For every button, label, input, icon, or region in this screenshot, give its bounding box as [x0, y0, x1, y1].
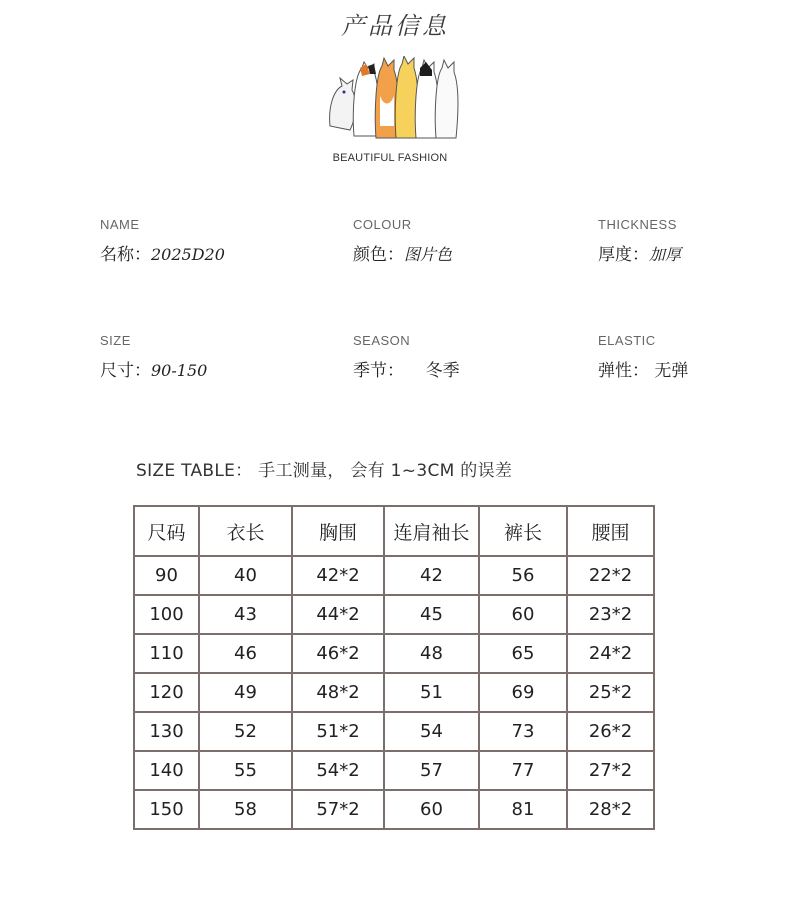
table-cell: 49 [199, 673, 292, 712]
field-size-en: SIZE [100, 333, 131, 348]
table-cell: 42 [384, 556, 479, 595]
table-cell: 57 [384, 751, 479, 790]
table-cell: 40 [199, 556, 292, 595]
field-colour-value: 图片色 [404, 245, 453, 264]
field-season-en: SEASON [353, 333, 411, 348]
field-colour [353, 217, 452, 265]
table-cell: 24*2 [567, 634, 654, 673]
field-size-label: 尺寸： [100, 361, 151, 381]
brand-logo [320, 56, 460, 168]
table-cell: 48 [384, 634, 479, 673]
table-cell: 81 [479, 790, 567, 829]
table-cell: 130 [134, 712, 199, 751]
table-cell: 77 [479, 751, 567, 790]
table-cell: 48*2 [292, 673, 384, 712]
table-cell: 140 [134, 751, 199, 790]
table-cell: 44*2 [292, 595, 384, 634]
table-row [134, 556, 654, 595]
cats-illustration [320, 56, 460, 152]
table-cell: 45 [384, 595, 479, 634]
size-table-caption: SIZE TABLE： 手工测量， 会有 1~3CM 的误差 [136, 461, 513, 481]
table-cell: 43 [199, 595, 292, 634]
table-cell: 25*2 [567, 673, 654, 712]
table-cell: 55 [199, 751, 292, 790]
field-thickness-value: 加厚 [649, 245, 682, 264]
field-name [100, 217, 225, 265]
field-name-en: NAME [100, 217, 140, 232]
table-header-row [134, 506, 654, 556]
table-header: 尺码 [134, 506, 199, 556]
field-elastic [598, 333, 688, 381]
table-cell: 58 [199, 790, 292, 829]
table-cell: 69 [479, 673, 567, 712]
table-cell: 23*2 [567, 595, 654, 634]
page-title: 产品信息 [341, 12, 449, 40]
table-row [134, 673, 654, 712]
table-cell: 28*2 [567, 790, 654, 829]
logo-text: BEAUTIFUL FASHION [332, 152, 448, 164]
table-header: 衣长 [199, 506, 292, 556]
field-elastic-label: 弹性： [598, 361, 649, 381]
size-table [133, 505, 655, 830]
table-cell: 51*2 [292, 712, 384, 751]
table-row [134, 790, 654, 829]
field-name-value: 2025D20 [151, 245, 225, 264]
table-cell: 54*2 [292, 751, 384, 790]
table-cell: 60 [479, 595, 567, 634]
field-season [353, 333, 460, 381]
table-cell: 120 [134, 673, 199, 712]
table-row [134, 634, 654, 673]
field-elastic-value: 无弹 [654, 361, 689, 381]
table-cell: 57*2 [292, 790, 384, 829]
table-header: 胸围 [292, 506, 384, 556]
table-cell: 22*2 [567, 556, 654, 595]
table-cell: 65 [479, 634, 567, 673]
table-cell: 100 [134, 595, 199, 634]
field-thickness-label: 厚度： [598, 245, 649, 265]
field-name-label: 名称： [100, 245, 151, 265]
table-cell: 46*2 [292, 634, 384, 673]
table-cell: 110 [134, 634, 199, 673]
field-thickness [598, 217, 681, 265]
field-colour-label: 颜色： [353, 245, 404, 265]
table-cell: 90 [134, 556, 199, 595]
field-colour-en: COLOUR [353, 217, 412, 232]
table-cell: 26*2 [567, 712, 654, 751]
field-elastic-en: ELASTIC [598, 333, 656, 348]
table-header: 腰围 [567, 506, 654, 556]
table-cell: 46 [199, 634, 292, 673]
table-cell: 52 [199, 712, 292, 751]
table-header: 裤长 [479, 506, 567, 556]
field-size [100, 333, 207, 381]
table-cell: 51 [384, 673, 479, 712]
field-season-value: 冬季 [425, 361, 460, 381]
table-row [134, 595, 654, 634]
table-cell: 54 [384, 712, 479, 751]
field-thickness-en: THICKNESS [598, 217, 677, 232]
table-cell: 73 [479, 712, 567, 751]
table-cell: 60 [384, 790, 479, 829]
table-row [134, 712, 654, 751]
table-cell: 150 [134, 790, 199, 829]
table-cell: 42*2 [292, 556, 384, 595]
field-season-label: 季节： [353, 361, 404, 381]
table-header: 连肩袖长 [384, 506, 479, 556]
table-cell: 27*2 [567, 751, 654, 790]
table-cell: 56 [479, 556, 567, 595]
field-size-value: 90-150 [151, 361, 208, 380]
table-row [134, 751, 654, 790]
